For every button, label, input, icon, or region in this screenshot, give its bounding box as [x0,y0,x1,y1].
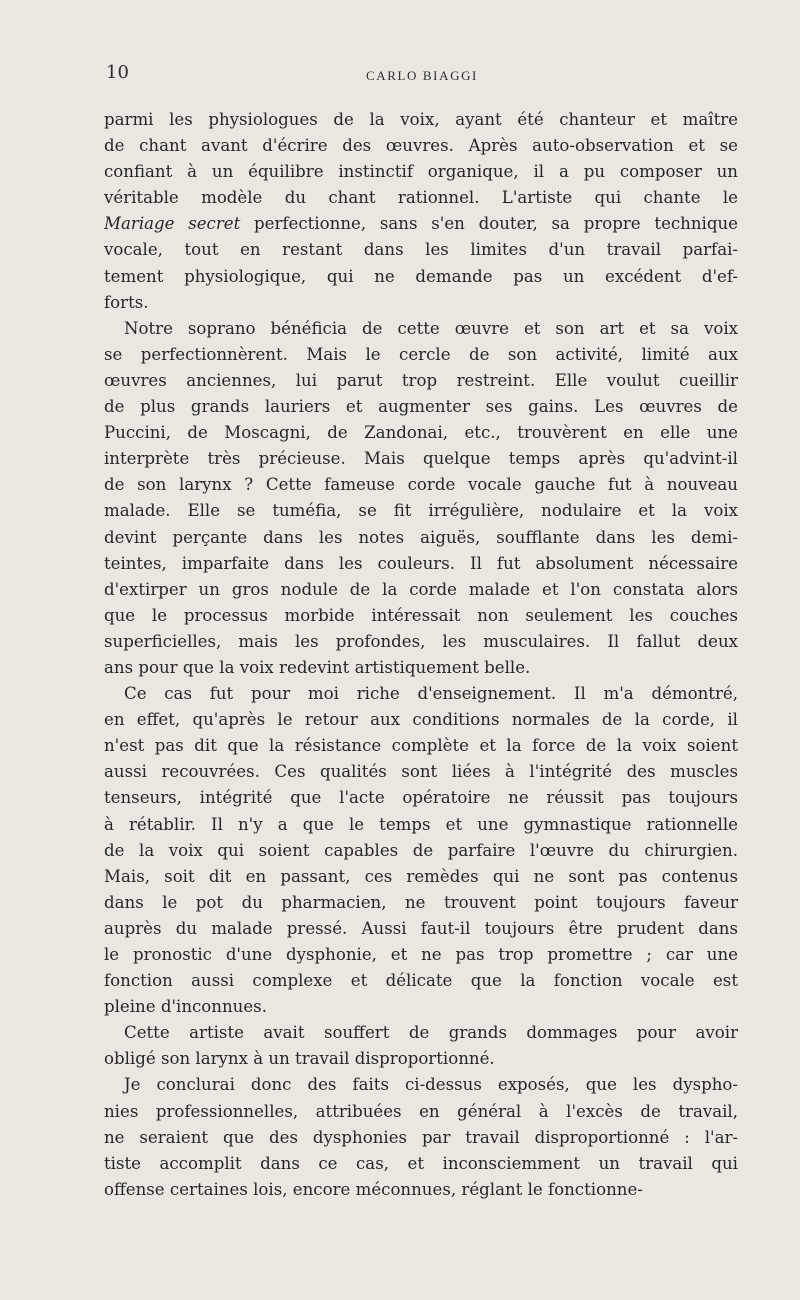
text-line: œuvres anciennes, lui parut trop restreint. Elle voulut cueillir [104,370,738,390]
text-line: Notre soprano bénéficia de cette œuvre et son art et sa voix [124,318,738,338]
text-line: tenseurs, intégrité que l'acte opératoire ne réussit pas toujours [104,788,738,808]
text-line: le pronostic d'une dysphonie, et ne pas trop promettre ; car une [104,945,738,964]
text-line: nies professionnelles, attribuées en général à l'excès de travail, [104,1101,738,1121]
text-line: offense certaines lois, encore méconnues, réglant le fonctionne- [104,1179,643,1199]
text-line: pleine d'inconnues. [104,997,267,1017]
running-head: CARLO BIAGGI [365,68,478,83]
paragraph [104,681,738,1020]
text-line: Cette artiste avait souffert de grands dommages pour avoir [124,1023,738,1043]
text-line: en effet, qu'après le retour aux conditions normales de la corde, il [104,710,738,730]
text-line: de plus grands lauriers et augmenter ses gains. Les œuvres de [104,397,738,417]
text-line: malade. Elle se tuméfia, se fit irrégulière, nodulaire et la voix [104,501,738,521]
text-line: superficielles, mais les profondes, les musculaires. Il fallut deux [104,631,738,651]
text-line: Puccini, de Moscagni, de Zandonai, etc., trouvèrent en elle une [104,423,738,443]
paragraph [104,1020,738,1072]
italic-title: Mariage secret [104,214,241,234]
text-line: forts. [104,292,149,312]
text-line: Ce cas fut pour moi riche d'enseignement. Il m'a démontré, [124,684,738,704]
text-line: vocale, tout en restant dans les limites d'un travail parfai- [104,240,738,260]
text-line: parmi les physiologues de la voix, ayant été chanteur et maître [104,110,738,129]
text-line: tiste accomplit dans ce cas, et inconsciemment un travail qui [104,1153,738,1173]
text-line: dans le pot du pharmacien, ne trouvent point toujours faveur [104,892,738,912]
text-line: véritable modèle du chant rationnel. L'artiste qui chante le [104,188,738,208]
text-line: confiant à un équilibre instinctif organique, il a pu composer un [104,162,738,182]
page-header [106,62,738,88]
text-line: Mais, soit dit en passant, ces remèdes qui ne sont pas contenus [104,866,738,886]
text-line: de chant avant d'écrire des œuvres. Après auto-observation et se [104,136,738,156]
text-line: que le processus morbide intéressait non seulement les couches [104,605,738,625]
text-line: d'extirper un gros nodule de la corde malade et l'on constata alors [104,579,738,599]
text-line: de son larynx ? Cette fameuse corde vocale gauche fut à nouveau [104,475,738,495]
paragraph [104,107,738,316]
text-line [104,211,738,237]
text-line: auprès du malade pressé. Aussi faut-il toujours être prudent dans [104,918,738,938]
text-line: de la voix qui soient capables de parfaire l'œuvre du chirurgien. [104,840,738,860]
text-line: obligé son larynx à un travail disproportionné. [104,1049,495,1069]
text-line: fonction aussi complexe et délicate que la fonction vocale est [104,971,738,991]
text-line: n'est pas dit que la résistance complète et la force de la voix soient [104,736,738,756]
text-line: ans pour que la voix redevint artistiquement belle. [104,657,531,677]
text-line: devint perçante dans les notes aiguës, soufflante dans les demi- [104,527,738,547]
text-line-rest: perfectionne, sans s'en douter, sa propre technique [240,214,738,234]
text-line: Je conclurai donc des faits ci-dessus exposés, que les dyspho- [124,1075,738,1095]
text-line: à rétablir. Il n'y a que le temps et une gymnastique rationnelle [104,814,738,834]
paragraph [104,1072,738,1202]
text-line: interprète très précieuse. Mais quelque temps après qu'advint-il [104,449,738,469]
text-line: ne seraient que des dysphonies par travail disproportionné : l'ar- [104,1127,738,1147]
text-line: teintes, imparfaite dans les couleurs. Il fut absolument nécessaire [104,553,738,573]
paragraph [104,316,738,681]
page-number: 10 [106,62,129,83]
text-line: tement physiologique, qui ne demande pas un excédent d'ef- [104,266,738,286]
text-line: aussi recouvrées. Ces qualités sont liées à l'intégrité des muscles [104,762,738,782]
text-line: se perfectionnèrent. Mais le cercle de son activité, limité aux [104,344,738,364]
body-text [104,107,738,1203]
